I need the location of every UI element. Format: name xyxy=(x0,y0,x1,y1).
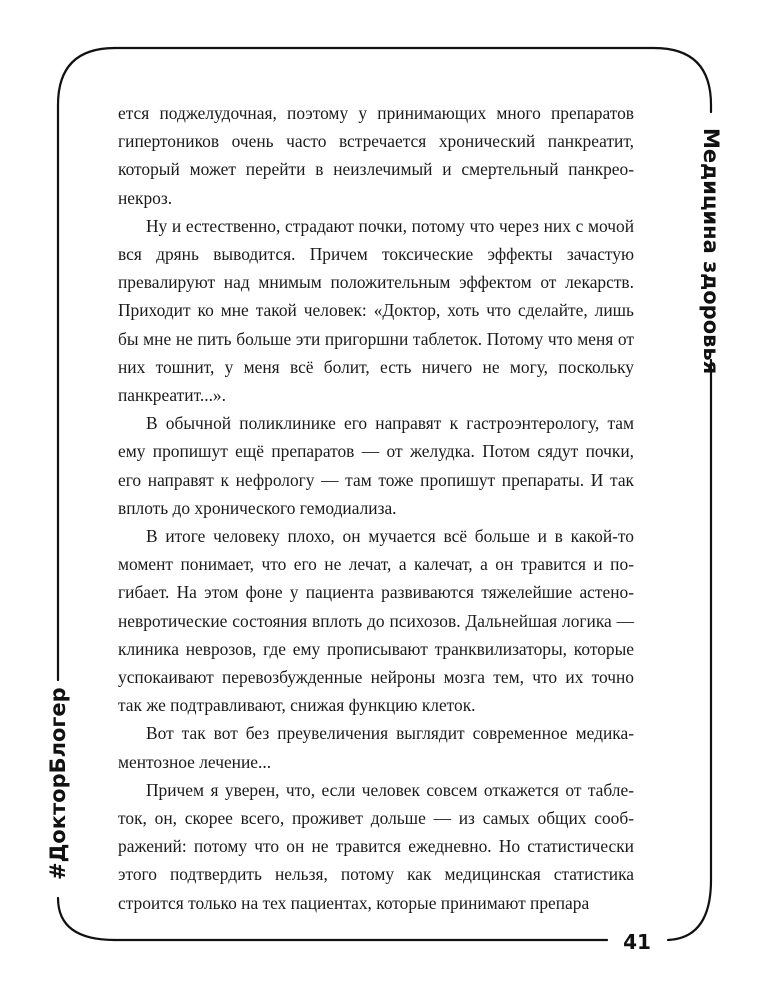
paragraph-2: Ну и естественно, страдают почки, потому что через них с мочой вся дрянь выводится. Причем токсические эффекты зачастую превалируют над мнимым положительным эффектом от лекарств. Приходит ко мне такой человек: «Доктор, хоть что сделайте, лишь бы мне не пить больше эти пригоршни таблеток. Потому что меня от них тошнит, у меня всё болит, есть ничего не могу, поскольку панкреатит...». xyxy=(118,215,634,406)
paragraph-1: ется поджелудочная, поэтому у принимающих много препаратов гипертоников очень часто встречается хронический панкреатит, который может перейти в неизлечимый и смертельный панкреонекроз. xyxy=(118,103,634,208)
frame-right-lower-edge xyxy=(668,360,711,940)
body-text xyxy=(118,99,634,917)
page-number: 41 xyxy=(623,930,651,954)
paragraph-6: Причем я уверен, что, если человек совсем откажется от таблеток, он, скорее всего, проживет дольше — из самых общих соображений: потому что он не травится ежедневно. Но статистически этого подтвердить нельзя, потому как медицинская статистика строится только на тех пациентах, которые принимают препара xyxy=(118,779,634,913)
paragraph-4: В итоге человеку плохо, он мучается всё больше и в какой-то момент понимает, что его не лечат, а калечат, а он травится и погибает. На этом фоне у пациента развиваются тяжелейшие астено-невротические состояния вплоть до психозов. Дальнейшая логика — клиника неврозов, где ему прописывают транквилизаторы, которые успокаивают перевозбужденные нейроны мозга тем, что их точно так же подтравливают, снижая функцию клеток. xyxy=(118,526,634,716)
running-head-right: Медицина здоровья xyxy=(699,128,723,375)
running-head-left: #ДокторБлогер xyxy=(46,687,70,880)
paragraph-5: Вот так вот без преувеличения выглядит современное медикаментозное лечение... xyxy=(118,723,634,772)
frame-bottom-left-corner xyxy=(58,898,115,940)
paragraph-3: В обычной поликлинике его направят к гастроэнтерологу, там ему пропишут ещё препаратов — от желудка. Потом сядут почки, его направят к нефрологу — там тоже пропишут препараты. И так вплоть до хронического гемодиализа. xyxy=(118,413,634,518)
frame-top-left-corner xyxy=(58,48,115,680)
